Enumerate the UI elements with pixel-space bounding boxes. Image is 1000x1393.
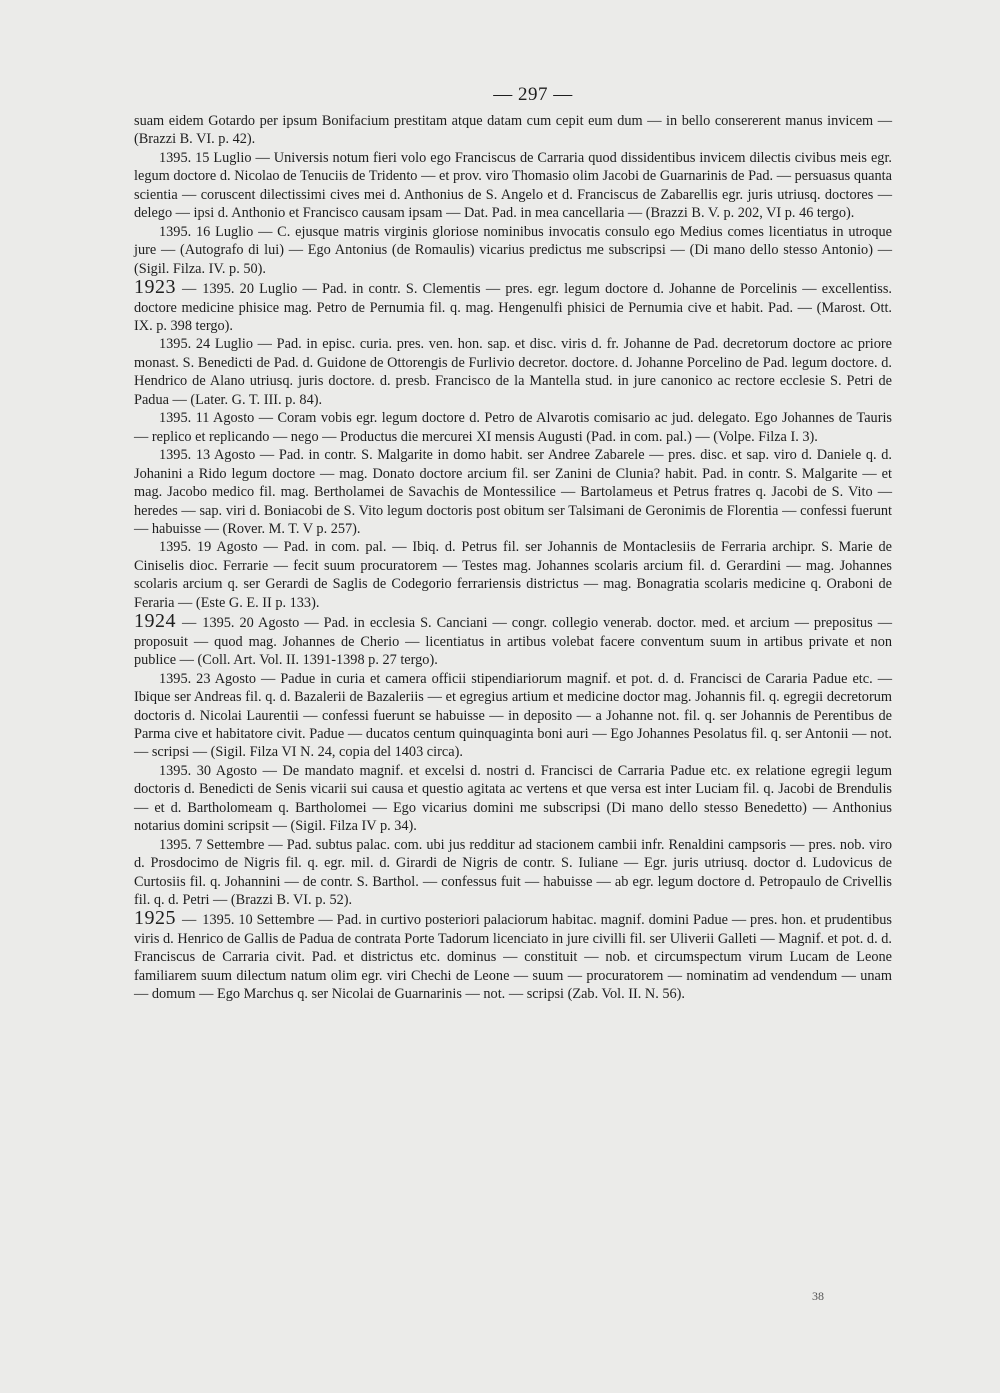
paragraph: suam eidem Gotardo per ipsum Bonifacium prestitam atque datam cum cepit eum dum — in bello consererent manus invicem — (Brazzi B. VI. p. 42). xyxy=(134,113,892,148)
document-body xyxy=(134,112,892,1004)
paragraph: 1395. 11 Agosto — Coram vobis egr. legum doctore d. Petro de Alvarotis comisario ac jud. delegato. Ego Johannes de Tauris — replico et replicando — nego — Productus die mercurei XI mensis Augusti (Pad. in com. pal.) — (Volpe. Filza I. 3). xyxy=(134,410,892,445)
paragraph: 1395. 24 Luglio — Pad. in episc. curia. pres. ven. hon. sap. et disc. viris d. fr. Johanne de Pad. decretorum doctore ac priore monast. S. Benedicti de Pad. d. Guidone de Ottorengis de Furlivio decretor. doctore. d. Johanne Porcelino de Pad. legum doctore. d. Hendrico de Alano utriusq. juris doctore. d. presb. Francisco de la Mantella stud. in jure canonico ac rectore ecclesie S. Petri de Padua — (Later. G. T. III. p. 84). xyxy=(134,336,892,408)
paragraph: 1925 — 1395. 10 Settembre — Pad. in curtivo posteriori palaciorum habitac. magnif. domini Padue — pres. hon. et prudentibus viris d. Henrico de Gallis de Padua de contrata Porte Tadorum licenciato in jure civilli fil. ser Uliverii Galleti — Magnif. et pot. d. d. Franciscus de Carraria civit. Pad. et districtus etc. dominus — constituit — nob. et circumspectum virum Lucam de Leone familiarem suum dilectum natum olim egr. viri Chechi de Leone — suum — procuratorem — nominatim ad vendendum — unam — domum — Ego Marchus q. ser Nicolai de Guarnarinis — not. — scripsi (Zab. Vol. II. N. 56). xyxy=(134,907,892,1003)
paragraph: 1923 — 1395. 20 Luglio — Pad. in contr. S. Clementis — pres. egr. legum doctore d. Johanne de Porcelinis — excellentiss. doctore medicine phisice mag. Petro de Pernumia fil. q. mag. Hengenulfi phisici de Pernumia cive et habit. Pad. — (Marost. Ott. IX. p. 398 tergo). xyxy=(134,276,892,334)
signature-mark: 38 xyxy=(812,1289,824,1303)
paragraph: 1395. 19 Agosto — Pad. in com. pal. — Ibiq. d. Petrus fil. ser Johannis de Montaclesiis de Ferraria archipr. S. Marie de Ciniselis dioc. Ferrarie — fecit suum procuratorem — Testes mag. Johannes scolaris arcium fil. d. Gerardini — mag. Johannes scolaris arcium q. ser Gerardi de Saglis de Codegorio ferrariensis districtus — mag. Bonagratia scolaris medicine q. Oraboni de Feraria — (Este G. E. II p. 133). xyxy=(134,539,892,611)
paragraph: 1395. 30 Agosto — De mandato magnif. et excelsi d. nostri d. Francisci de Carraria Padue etc. ex relatione egregii legum doctoris d. Benedicti de Senis vicarii sui causa et questio agitata ac vertens et que versa est inter Luciam fil. q. Jacobi de Brendulis — et d. Bartholomeam q. Bartholomei — Ego vicarius domini me subscripsi (Di mano dello stesso Benedetto) — Anthonius notarius domini scripsit — (Sigil. Filza IV p. 34). xyxy=(134,762,892,835)
entry-number: 1925 xyxy=(134,907,176,930)
page-number: — 297 — xyxy=(493,84,573,105)
paragraph: 1395. 16 Luglio — C. ejusque matris virginis gloriose nominibus invocatis consulo ego Medius comes licentiatus in utroque jure — (Autografo di lui) — Ego Antonius (de Romaulis) vicarius predictus me subscripsi — (Di mano dello stesso Antonio) — (Sigil. Filza. IV. p. 50). xyxy=(134,223,892,277)
paragraph: 1395. 15 Luglio — Universis notum fieri volo ego Franciscus de Carraria quod dissidentibus invicem dilectis civibus meis egr. legum doctore d. Nicolao de Tenuciis de Tridento — et prov. viro Thomasio olim Jacobi de Guarnarinis de Pad. — persuasus quanta scientia — coruscent dilectissimi cives mei d. Anthonius de S. Angelo et d. Franciscus de Zabarellis egr. juris utriusq. doctores — delego — ipsi d. Anthonio et Francisco causam ipsam — Dat. Pad. in mea cancellaria — (Brazzi B. V. p. 202, VI p. 46 tergo). xyxy=(134,149,892,222)
paragraph: 1395. 23 Agosto — Padue in curia et camera officii stipendiariorum magnif. et pot. d. d. Francisci de Cararia Padue etc. — Ibique ser Andreas fil. q. d. Bazalerii de Bazaleriis — et egregius artium et medicine doctor mag. Johannis fil. q. egregii decretorum doctoris d. Nicolai Laurentii — confessi fuerunt se habuisse — in deposito — a Johanne not. fil. q. ser Johannis de Perentibus de Parma cive et habitatore civit. Padue — ducatos centum quinquaginta boni auri — Ego Johannes Pesolatus fil. q. ser Antonii — not. — scripsi — (Sigil. Filza VI N. 24, copia del 1403 circa). xyxy=(134,670,892,761)
entry-number: 1924 xyxy=(134,610,176,633)
paragraph: 1395. 7 Settembre — Pad. subtus palac. com. ubi jus redditur ad stacionem cambii infr. Renaldini campsoris — pres. nob. viro d. Prosdocimo de Nigris fil. q. egr. mil. d. Girardi de Nigris de contr. S. Iuliane — Egr. juris utriusq. doctor d. Ludovicus de Curtosiis fil. q. Johannini — de contr. S. Barthol. — confessus fuit — habuisse — ab egr. legum doctore d. Petropaulo de Crivellis fil. q. d. Petri — (Brazzi B. VI. p. 52). xyxy=(134,836,892,909)
paragraph: 1924 — 1395. 20 Agosto — Pad. in ecclesia S. Canciani — congr. collegio venerab. doctor. med. et arcium — prepositus — proposuit — quod mag. Johannes de Cherio — licentiatus in artibus volebat facere conventum suum in artibus private et non publice — (Coll. Art. Vol. II. 1391-1398 p. 27 tergo). xyxy=(134,610,892,669)
paragraph: 1395. 13 Agosto — Pad. in contr. S. Malgarite in domo habit. ser Andree Zabarele — pres. disc. et sap. viro d. Daniele q. d. Johanini a Rido legum doctore — mag. Donato doctore arcium fil. ser Zanini de Clunia? habit. Pad. in contr. S. Malgarite — et mag. Jacobo medico fil. mag. Bertholamei de Savachis de Montessilice — Bartolameus et Petrus fratres q. Jacobi de S. Vito — heredes — sap. viri d. Boniacobi de S. Vito legum doctoris post obitum ser Talsimani de Geronimis de Florentia — confessi fuerunt — habuisse — (Rover. M. T. V p. 257). xyxy=(134,447,892,537)
entry-number: 1923 xyxy=(134,276,176,299)
